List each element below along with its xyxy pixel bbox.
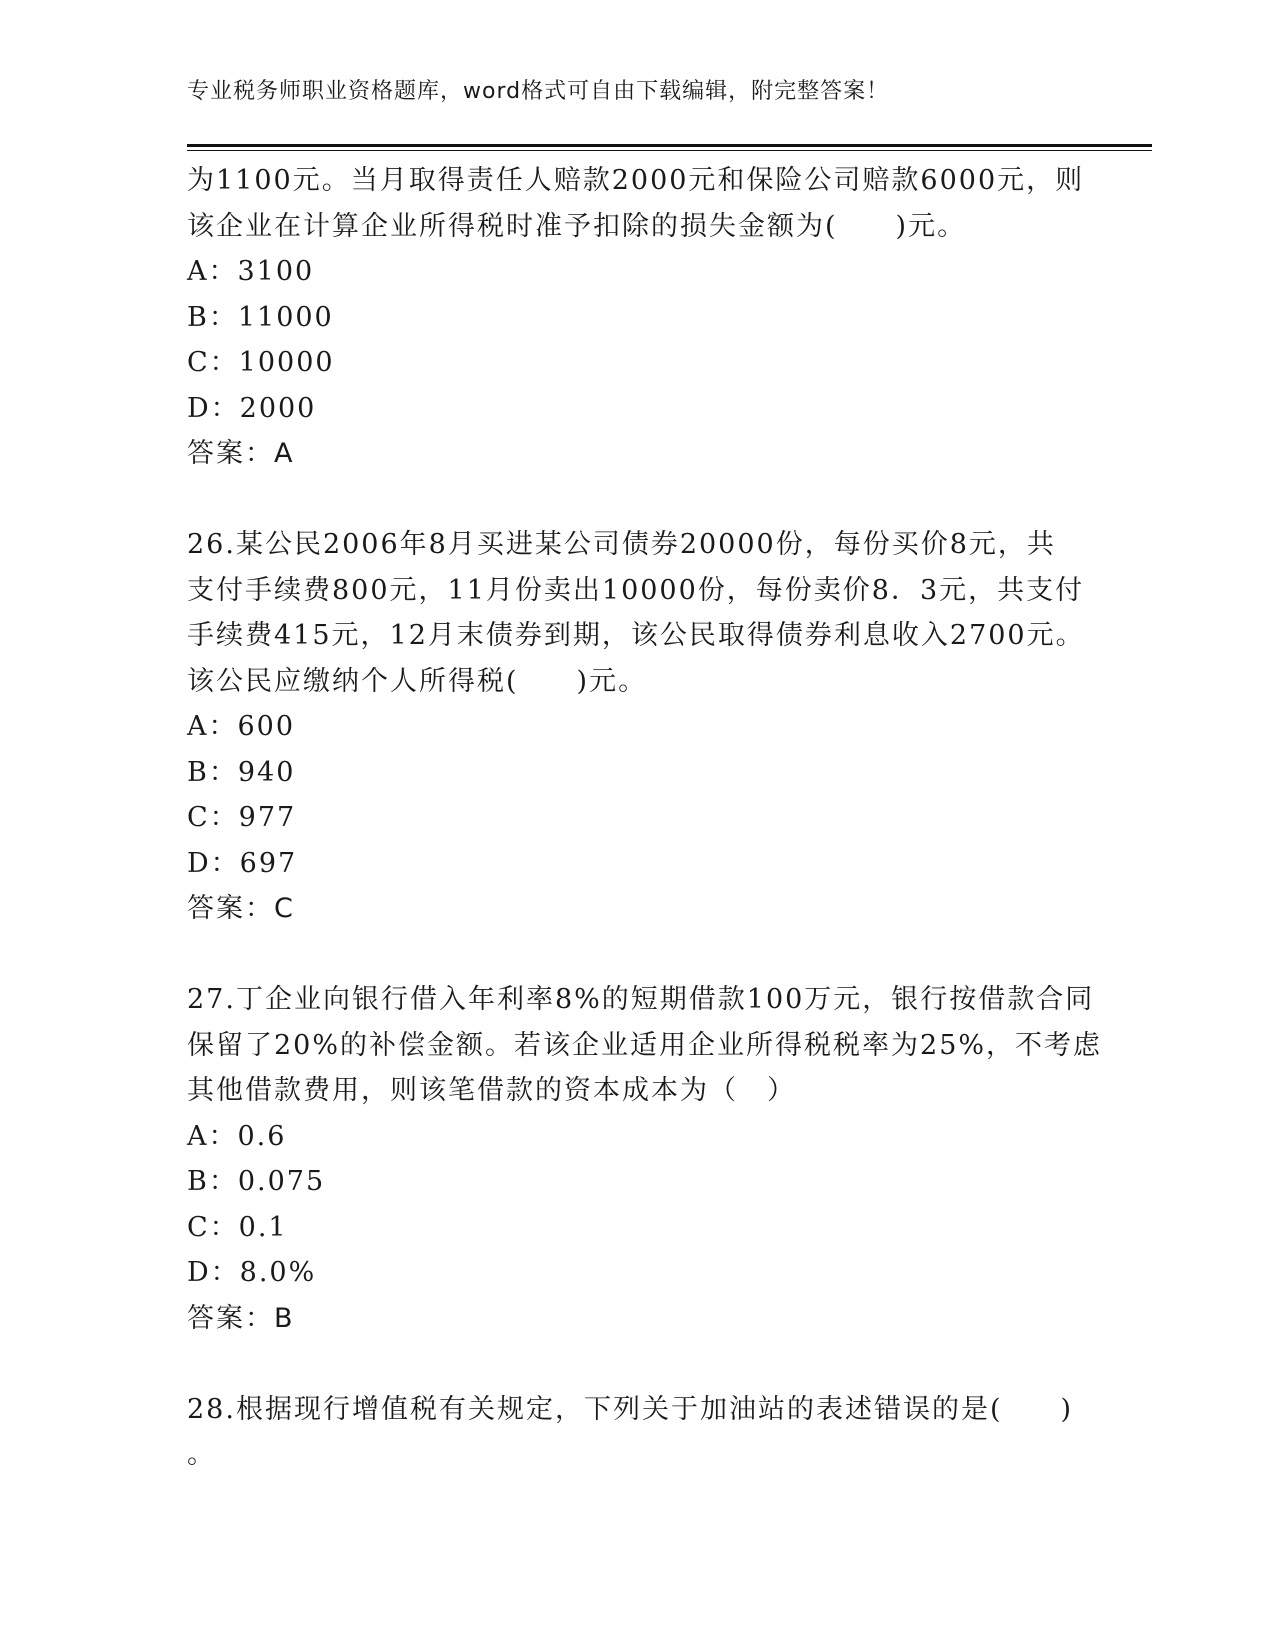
question-text-line: 该企业在计算企业所得税时准予扣除的损失金额为( )元。 <box>187 210 967 242</box>
question-text-line: 。 <box>187 1439 216 1470</box>
answer-label: 答案：A <box>187 438 295 469</box>
question-text-line: 保留了20%的补偿金额。若该企业适用企业所得税税率为25%，不考虑 <box>187 1029 1103 1061</box>
question-text-line: 28.根据现行增值税有关规定，下列关于加油站的表述错误的是( ) <box>187 1393 1074 1425</box>
question-text-line: 支付手续费800元，11月份卖出10000份，每份卖价8．3元，共支付 <box>187 574 1085 606</box>
option-b: B：0.075 <box>187 1166 326 1197</box>
page-header: 专业税务师职业资格题库，word格式可自由下载编辑，附完整答案！ <box>187 79 890 104</box>
header-divider-thin <box>187 150 1152 151</box>
spacer <box>187 477 1087 523</box>
option-a: A：3100 <box>187 256 315 287</box>
question-text-line: 27.丁企业向银行借入年利率8%的短期借款100万元，银行按借款合同 <box>187 984 1095 1015</box>
question-content <box>187 158 1103 1478</box>
option-c: C：10000 <box>187 347 335 378</box>
question-28 <box>187 1387 1087 1478</box>
question-text-line: 该公民应缴纳个人所得税( )元。 <box>187 665 648 697</box>
question-text-line: 其他借款费用，则该笔借款的资本成本为（ ） <box>187 1075 796 1106</box>
option-d: D：697 <box>187 847 298 879</box>
question-text-line: 手续费415元，12月末债券到期，该公民取得债券利息收入2700元。 <box>187 620 1085 651</box>
question-25 <box>187 158 1087 477</box>
option-c: C：977 <box>187 802 297 833</box>
option-d: D：2000 <box>187 392 317 424</box>
spacer <box>187 1341 1087 1387</box>
spacer <box>187 932 1087 978</box>
option-b: B：940 <box>187 756 296 788</box>
question-text-line: 26.某公民2006年8月买进某公司债券20000份，每份买价8元，共 <box>187 529 1056 560</box>
header-divider-thick <box>187 144 1152 147</box>
answer-label: 答案：C <box>187 893 295 924</box>
answer-label: 答案：B <box>187 1302 295 1334</box>
question-text-line: 为1100元。当月取得责任人赔款2000元和保险公司赔款6000元，则 <box>187 165 1085 196</box>
option-a: A：0.6 <box>187 1120 287 1152</box>
option-c: C：0.1 <box>187 1211 288 1243</box>
option-b: B：11000 <box>187 301 334 333</box>
option-d: D：8.0% <box>187 1257 317 1288</box>
question-26 <box>187 522 1087 932</box>
question-27 <box>187 977 1103 1341</box>
option-a: A：600 <box>187 711 296 742</box>
